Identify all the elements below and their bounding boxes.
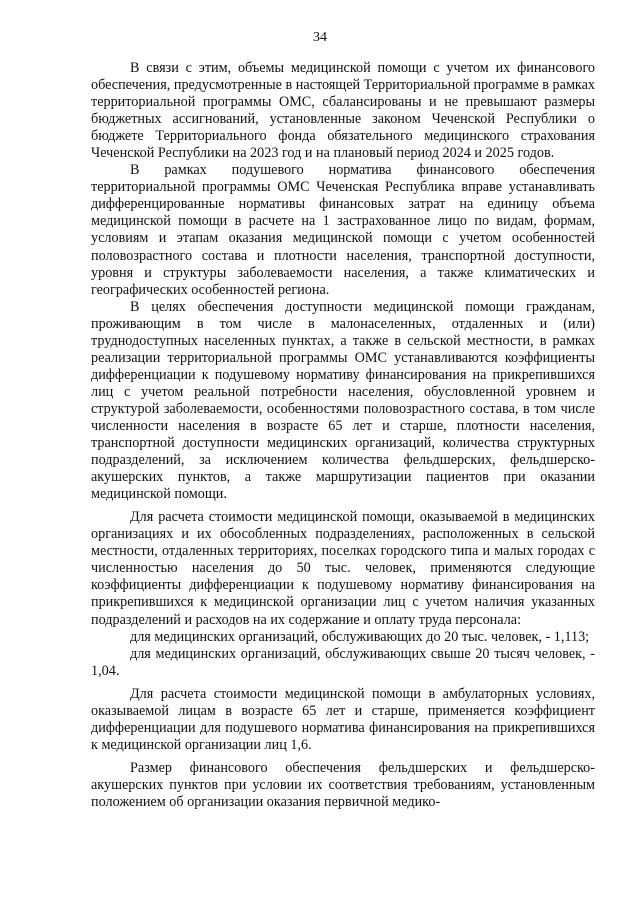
paragraph-budget-balance: В связи с этим, объемы медицинской помощи с учетом их финансового обеспечения, предусмотренные в настоящей Территориальной программе в рамках территориальной программы ОМС, сбалансированы и не превышают размеры бюджетных ассигнований, установленные законом Чеченской Республики о бюджете Территориального фонда обязательного медицинского страхования Чеченской Республики на 2023 год и на плановый период 2024 и 2025 годов. <box>91 60 595 162</box>
document-body <box>91 60 595 811</box>
paragraph-elderly-coefficient: Для расчета стоимости медицинской помощи в амбулаторных условиях, оказываемой лицам в возрасте 65 лет и старше, применяется коэффициент дифференциации для подушевого норматива финансирования на прикрепившихся к медицинской организации лиц 1,6. <box>91 685 595 753</box>
paragraph-rural-coefficients: Для расчета стоимости медицинской помощи, оказываемой в медицинских организациях и их обособленных подразделениях, расположенных в сельской местности, отдаленных территориях, поселках городского типа и малых городах с численностью населения до 50 тыс. человек, применяются следующие коэффициенты дифференциации к подушевому нормативу финансирования на прикрепившихся к медицинской организации лиц с учетом наличия указанных подразделений и расходов на их содержание и оплату труда персонала: <box>91 509 595 628</box>
paragraph-differentiation-coefficients: В целях обеспечения доступности медицинской помощи гражданам, проживающим в том числе в малонаселенных, отдаленных и (или) труднодоступных населенных пунктах, а также в сельской местности, в рамках реализации территориальной программы ОМС устанавливаются коэффициенты дифференциации к подушевому нормативу финансирования на прикрепившихся лиц с учетом реальной потребности населения, обусловленной уровнем и структурой заболеваемости, особенностями половозрастного состава, в том числе численности населения в возрасте 65 лет и старше, плотности населения, транспортной доступности медицинских организаций, количества структурных подразделений, за исключением количества фельдшерских, фельдшерско-акушерских пунктов, а также маршрутизации пациентов при оказании медицинской помощи. <box>91 298 595 503</box>
paragraph-coefficient-over-20k: для медицинских организаций, обслуживающих свыше 20 тысяч человек, - 1,04. <box>91 645 595 679</box>
paragraph-coefficient-up-to-20k: для медицинских организаций, обслуживающих до 20 тыс. человек, - 1,113; <box>130 628 590 645</box>
paragraph-feldsher-points: Размер финансового обеспечения фельдшерских и фельдшерско-акушерских пунктов при условии их соответствия требованиям, установленным положением об организации оказания первичной медико- <box>91 759 595 810</box>
paragraph-differentiated-norms: В рамках подушевого норматива финансового обеспечения территориальной программы ОМС Чеченская Республика вправе устанавливать дифференцированные нормативы финансовых затрат на единицу объема медицинской помощи в расчете на 1 застрахованное лицо по видам, формам, условиям и этапам оказания медицинской помощи с учетом особенностей половозрастного состава и плотности населения, транспортной доступности, уровня и структуры заболеваемости населения, а также климатических и географических особенностей региона. <box>91 162 595 298</box>
page-number: 34 <box>313 30 327 45</box>
